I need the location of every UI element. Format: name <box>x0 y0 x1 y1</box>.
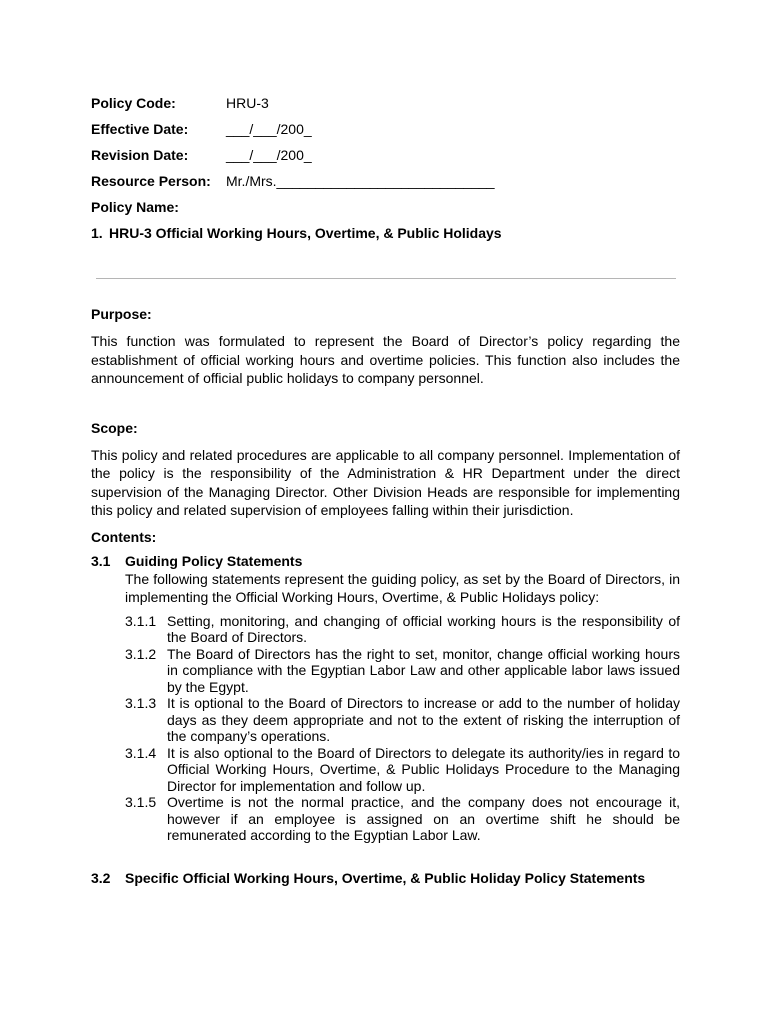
scope-text: This policy and related procedures are applicable to all company personnel. Implementation of the policy is the responsibility of the Administration & HR Department under the direct supervision of the Managing Director. Other Division Heads are responsible for implementing this policy and related supervision of employees falling within their jurisdiction. <box>91 446 680 518</box>
effective-date-label: Effective Date: <box>91 121 189 137</box>
resource-person-row <box>91 168 680 194</box>
resource-person-label: Resource Person: <box>91 173 211 189</box>
policy-name-label: Policy Name: <box>91 199 179 215</box>
policy-title: HRU-3 Official Working Hours, Overtime, & Public Holidays <box>109 225 502 241</box>
item-number: 3.1.1 <box>125 612 157 629</box>
section-3-1-intro: The following statements represent the guiding policy, as set by the Board of Directors, in implementing the Official Working Hours, Overtime, & Public Holidays policy: <box>125 570 680 605</box>
contents-heading: Contents: <box>91 528 157 545</box>
section-3-1-heading <box>91 552 680 570</box>
policy-statement-list <box>125 613 680 844</box>
item-text: It is optional to the Board of Directors to increase or add to the number of holiday days as they deem appropriate and not to the extent of risking the interruption of the company’s operations. <box>167 695 680 744</box>
resource-person-value: Mr./Mrs.____________________________ <box>226 173 495 189</box>
divider <box>96 278 676 279</box>
revision-date-value: ___/___/200_ <box>226 147 312 163</box>
effective-date-value: ___/___/200_ <box>226 121 312 137</box>
section-number: 3.1 <box>91 552 111 569</box>
section-number: 3.2 <box>91 869 111 886</box>
item-text: It is also optional to the Board of Directors to delegate its authority/ies in regard to Official Working Hours, Overtime, & Public Holidays Procedure to the Managing Director for implementation and follow up. <box>167 744 680 794</box>
list-item <box>125 695 680 745</box>
scope-heading: Scope: <box>91 419 138 436</box>
policy-number: 1. <box>91 225 103 241</box>
item-number: 3.1.4 <box>125 744 157 761</box>
purpose-heading: Purpose: <box>91 306 152 322</box>
section-title: Specific Official Working Hours, Overtime, & Public Holiday Policy Statements <box>125 869 646 886</box>
item-number: 3.1.2 <box>125 645 157 662</box>
section-title: Guiding Policy Statements <box>125 552 303 569</box>
policy-code-label: Policy Code: <box>91 95 176 111</box>
list-item <box>125 613 680 646</box>
effective-date-row <box>91 116 680 142</box>
item-number: 3.1.3 <box>125 695 157 711</box>
policy-title-row <box>91 220 680 246</box>
list-item <box>125 794 680 844</box>
item-text: Overtime is not the normal practice, and the company does not encourage it, however if an employee is assigned on an overtime shift he should be remunerated according to the Egyptian Labor Law. <box>167 794 680 843</box>
revision-date-row <box>91 142 680 168</box>
item-text: The Board of Directors has the right to set, monitor, change official working hours in compliance with the Egyptian Labor Law and other applicable labor laws issued by the Egypt. <box>167 645 680 695</box>
list-item <box>125 646 680 696</box>
purpose-text: This function was formulated to represent the Board of Director’s policy regarding the establishment of official working hours and overtime policies. This function also includes the announcement of official public holidays to company personnel. <box>91 333 680 386</box>
document-page <box>91 90 680 887</box>
policy-code-value: HRU-3 <box>226 95 269 111</box>
list-item <box>125 745 680 795</box>
revision-date-label: Revision Date: <box>91 147 189 163</box>
item-number: 3.1.5 <box>125 794 157 810</box>
section-3-2-heading <box>91 869 680 887</box>
item-text: Setting, monitoring, and changing of official working hours is the responsibility of the Board of Directors. <box>167 612 680 645</box>
policy-code-row <box>91 90 680 116</box>
